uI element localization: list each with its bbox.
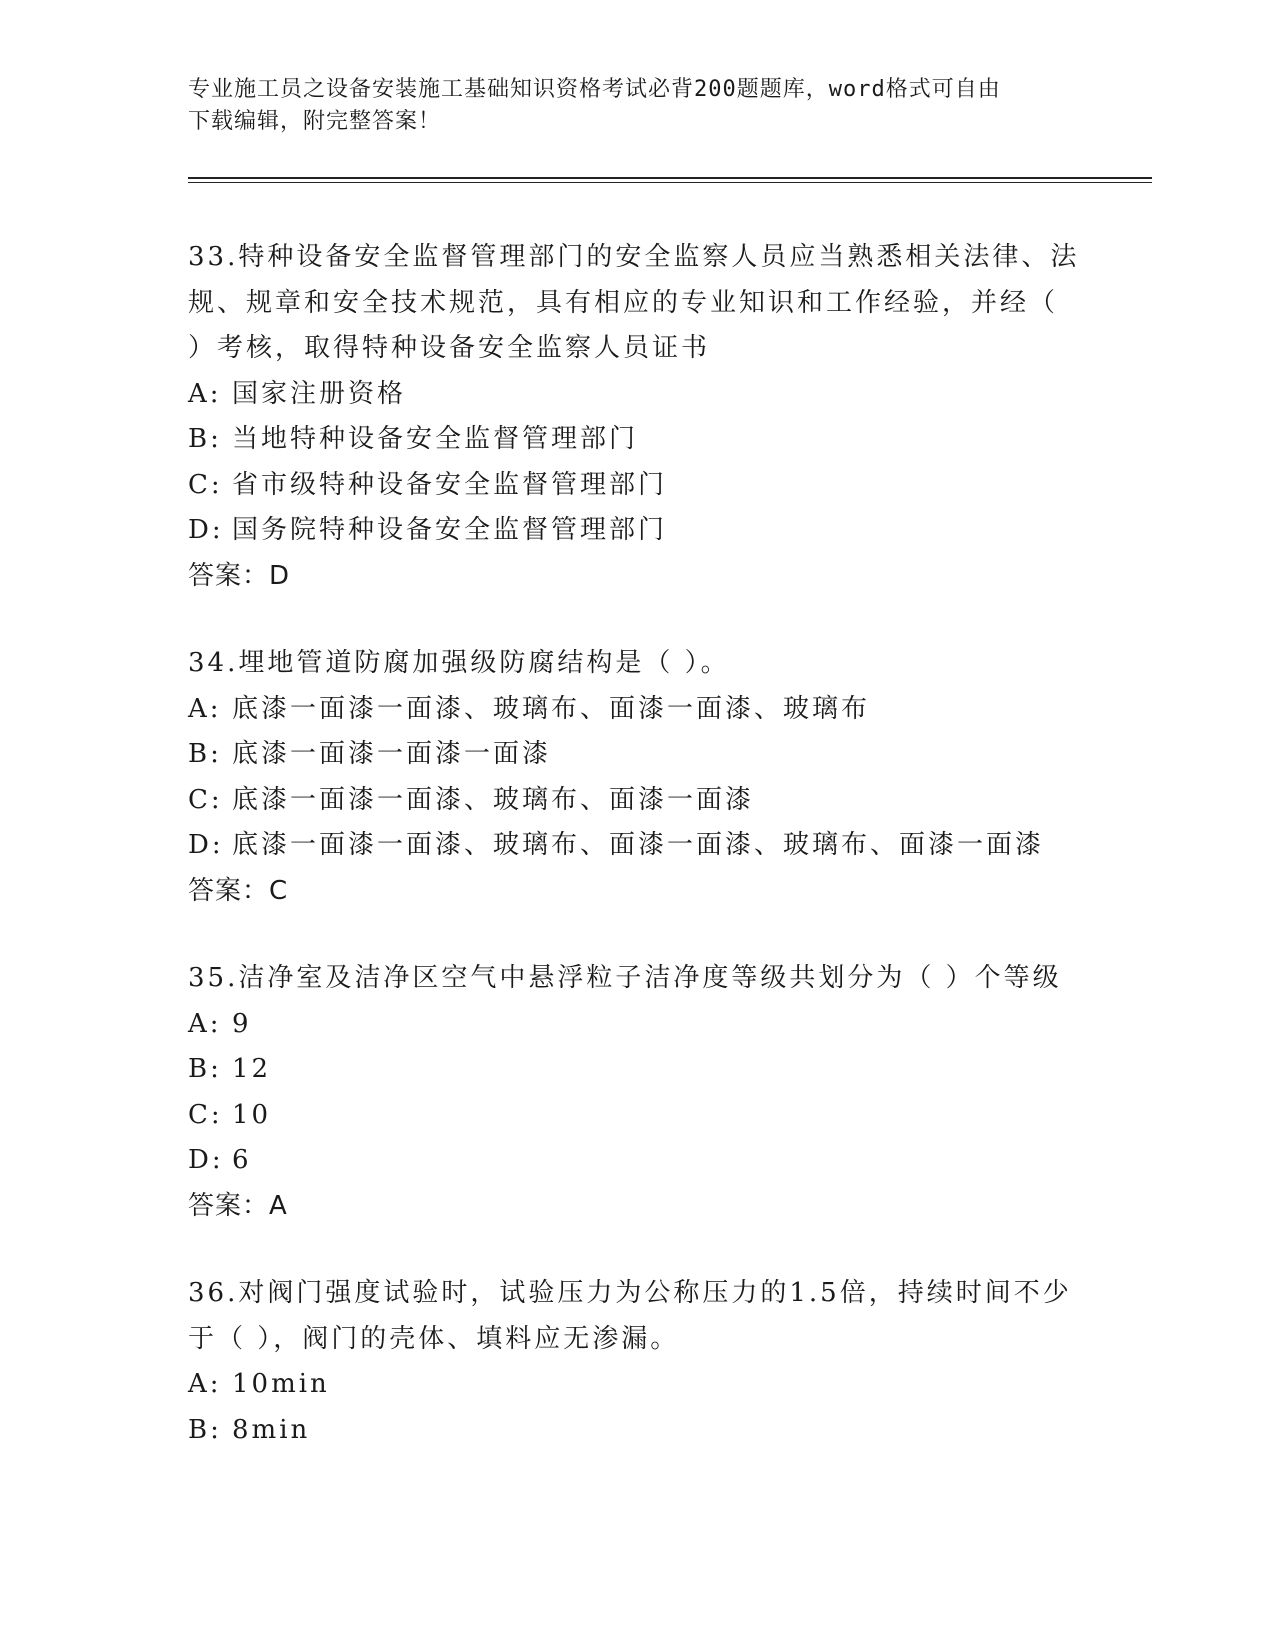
question-text: 35.洁净室及洁净区空气中悬浮粒子洁净度等级共划分为（ ）个等级 xyxy=(188,963,1062,993)
answer-line: 答案：D xyxy=(188,560,291,591)
option-key: B: xyxy=(188,739,222,769)
option-c xyxy=(188,1093,1088,1139)
option-key: A: xyxy=(188,1369,222,1399)
option-key: A: xyxy=(188,1008,222,1039)
option-d xyxy=(188,1138,1088,1184)
option-key: C: xyxy=(188,1099,223,1130)
question-text: 36.对阀门强度试验时，试验压力为公称压力的1.5倍，持续时间不少 于（ ），阀门的壳体、填料应无渗漏。 xyxy=(188,1278,1072,1354)
option-d xyxy=(188,508,1088,554)
option-b xyxy=(188,417,1088,463)
question-34 xyxy=(188,641,1088,914)
option-text: 10min xyxy=(232,1369,330,1399)
option-key: C: xyxy=(188,469,223,500)
option-text: 底漆一面漆一面漆、玻璃布、面漆一面漆、玻璃布、面漆一面漆 xyxy=(232,830,1045,860)
question-33 xyxy=(188,235,1088,599)
option-key: C: xyxy=(188,784,223,815)
option-key: B: xyxy=(188,1054,222,1084)
option-c xyxy=(188,463,1088,509)
question-36 xyxy=(188,1271,1088,1453)
option-key: A: xyxy=(188,693,222,724)
option-d xyxy=(188,823,1088,869)
header-divider-thin xyxy=(188,182,1152,183)
option-text: 12 xyxy=(232,1054,272,1084)
option-key: D: xyxy=(188,830,224,860)
option-b xyxy=(188,1408,1088,1454)
document-header: 专业施工员之设备安装施工基础知识资格考试必背200题题库，word格式可自由 下载编辑，附完整答案！ xyxy=(188,77,1001,134)
answer-line: 答案：A xyxy=(188,1190,288,1221)
option-a xyxy=(188,372,1088,418)
option-key: B: xyxy=(188,424,222,454)
answer-line: 答案：C xyxy=(188,875,289,906)
option-c xyxy=(188,778,1088,824)
option-text: 底漆一面漆一面漆一面漆 xyxy=(232,739,552,769)
option-key: A: xyxy=(188,378,222,409)
option-text: 8min xyxy=(232,1414,311,1445)
option-text: 9 xyxy=(232,1008,252,1039)
option-a xyxy=(188,687,1088,733)
option-text: 国家注册资格 xyxy=(232,378,407,409)
question-35 xyxy=(188,956,1088,1229)
option-text: 6 xyxy=(232,1145,252,1175)
question-list xyxy=(188,235,1088,1495)
option-key: B: xyxy=(188,1414,222,1445)
option-text: 国务院特种设备安全监督管理部门 xyxy=(232,515,668,545)
header-divider xyxy=(188,177,1152,179)
option-a xyxy=(188,1362,1088,1408)
option-text: 底漆一面漆一面漆、玻璃布、面漆一面漆、玻璃布 xyxy=(232,693,871,724)
option-b xyxy=(188,1047,1088,1093)
option-a xyxy=(188,1002,1088,1048)
option-text: 10 xyxy=(232,1099,272,1130)
option-text: 当地特种设备安全监督管理部门 xyxy=(232,424,639,454)
option-key: D: xyxy=(188,1145,224,1175)
question-text: 33.特种设备安全监督管理部门的安全监察人员应当熟悉相关法律、法 规、规章和安全技术规范，具有相应的专业知识和工作经验，并经（ ）考核，取得特种设备安全监察人员证书 xyxy=(188,242,1080,363)
option-key: D: xyxy=(188,515,224,545)
option-text: 底漆一面漆一面漆、玻璃布、面漆一面漆 xyxy=(232,784,755,815)
option-b xyxy=(188,732,1088,778)
option-text: 省市级特种设备安全监督管理部门 xyxy=(232,469,668,500)
question-text: 34.埋地管道防腐加强级防腐结构是（ ）。 xyxy=(188,648,730,678)
